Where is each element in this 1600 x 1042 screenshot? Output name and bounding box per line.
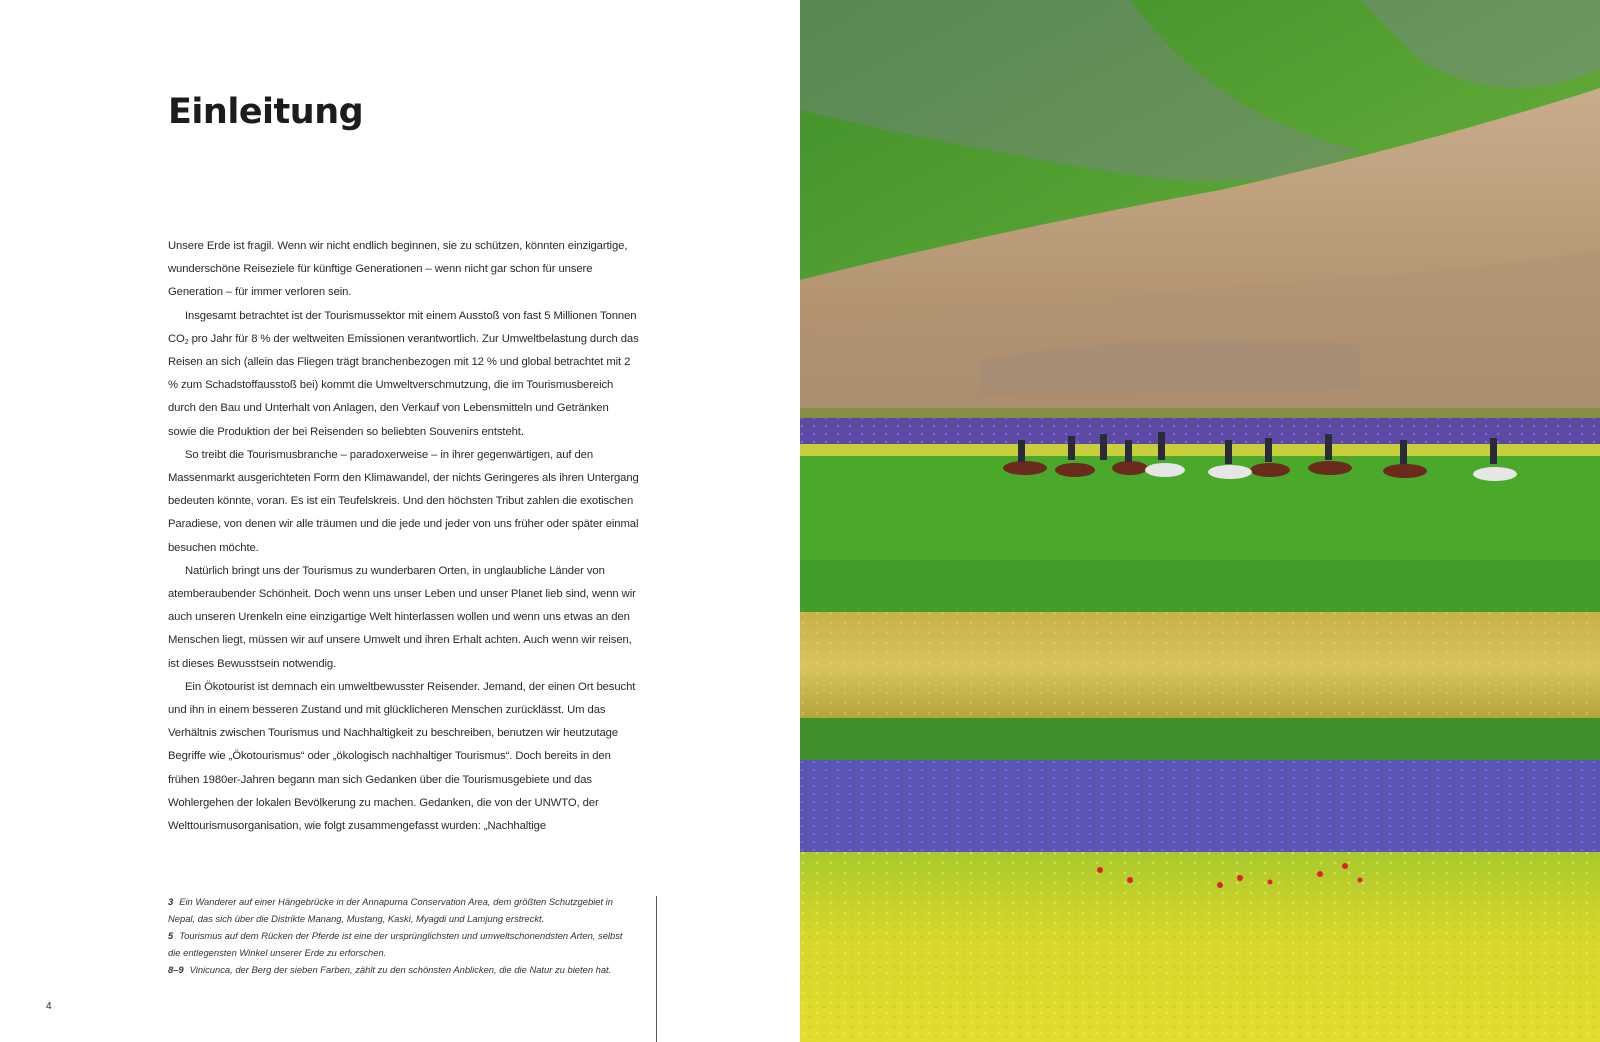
caption-item [168, 893, 630, 927]
paragraph-2-part-b: pro Jahr für 8 % der weltweiten Emissionen verantwortlich. Zur Umweltbelastung durch das Reisen an sich (allein das Fliegen trägt branchenbezogen mit 12 % und global betrachtet mit 2 % zum Schadstoffausstoß bei) kommt die Umweltverschmutzung, die im Tourismusbereich durch den Bau und Unterhalt von Anlagen, den Verkauf von Lebensmitteln und Getränken sowie die Produktion der bei Reisenden so beliebten Souvenirs entsteht. [168, 332, 639, 438]
paragraph-5: Ein Ökotourist ist demnach ein umweltbewusster Reisender. Jemand, der einen Ort besucht und ihn in einem besseren Zustand und mit glücklicheren Menschen zurücklässt. Um das Verhältnis zwischen Tourismus und Nachhaltigkeit zu beschreiben, benutzen wir heutzutage Begriffe wie „Ökotourismus“ oder „ökologisch nachhaltiger Tourismus“. Doch bereits in den frühen 1980er-Jahren begann man sich Gedanken über die Tourismusgebiete und das Wohlergehen der lokalen Bevölkerung zu machen. Gedanken, die von der UNWTO, der Welttourismusorganisation, wie folgt zusammengefasst wurden: „Nachhaltige [168, 680, 636, 833]
chapter-title: Einleitung [168, 92, 364, 132]
body-text [168, 235, 640, 838]
landscape-photo-illustration [800, 0, 1600, 1042]
photo-captions [168, 893, 630, 978]
caption-item [168, 927, 630, 961]
landscape-photo [800, 0, 1600, 1042]
co2-subscript: 2 [184, 338, 189, 346]
caption-number: 5 [168, 930, 174, 941]
page-number: 4 [46, 1001, 52, 1012]
caption-text: Vinicunca, der Berg der sieben Farben, zählt zu den schönsten Anblicken, die die Natur zu bieten hat. [189, 964, 612, 975]
paragraph-2-part-a: Insgesamt betrachtet ist der Tourismussektor mit einem Ausstoß von fast 5 Millionen Tonnen CO [168, 309, 637, 345]
caption-text: Tourismus auf dem Rücken der Pferde ist eine der ursprünglichsten und umweltschonendsten Arten, selbst die entlegensten Winkel unserer Erde zu erforschen. [168, 930, 623, 958]
paragraph-4: Natürlich bringt uns der Tourismus zu wunderbaren Orten, in unglaubliche Länder von atemberaubender Schönheit. Doch wenn uns unser Leben und unser Planet lieb sind, wenn wir auch unseren Urenkeln eine einzigartige Welt hinterlassen wollen und wenn uns etwas an den Menschen liegt, müssen wir auf unsere Umwelt und ihren Erhalt achten. Auch wenn wir reisen, ist dieses Bewusstsein notwendig. [168, 564, 636, 670]
paragraph-1: Unsere Erde ist fragil. Wenn wir nicht endlich beginnen, sie zu schützen, könnten einzigartige, wunderschöne Reiseziele für künftige Generationen – wenn nicht gar schon für unsere Generation – für immer verloren sein. [168, 240, 628, 299]
caption-item [168, 961, 630, 978]
caption-divider-line [656, 896, 657, 1042]
paragraph-3: So treibt die Tourismusbranche – paradoxerweise – in ihrer gegenwärtigen, auf den Massenmarkt ausgerichteten Form den Klimawandel, der nichts Geringeres als ihren Untergang bedeuten könnte, voran. Es ist ein Teufelskreis. Und den höchsten Tribut zahlen die exotischen Paradiese, von denen wir alle träumen und die jede und jeder von uns früher oder später einmal besuchen möchte. [168, 448, 639, 554]
caption-number: 3 [168, 896, 174, 907]
paragraph-2 [168, 305, 640, 444]
caption-number: 8–9 [168, 964, 184, 975]
caption-text: Ein Wanderer auf einer Hängebrücke in der Annapurna Conservation Area, dem größten Schutzgebiet in Nepal, das sich über die Distrikte Manang, Mustang, Kaski, Myagdi und Lamjung erstreckt. [168, 896, 613, 924]
